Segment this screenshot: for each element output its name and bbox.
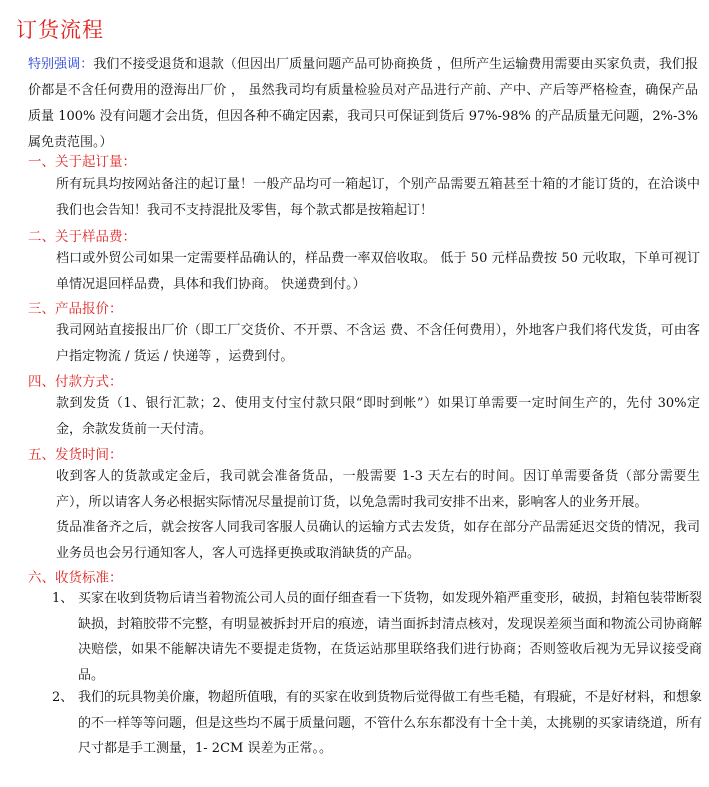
list-item (52, 586, 702, 688)
list-item-number: 1、 (52, 591, 74, 606)
section-heading-shipping-time: 五、发货时间： (28, 447, 123, 463)
special-notice (28, 52, 698, 156)
notice-text: 我们不接受退货和退款（但因出厂质量问题产品可协商换货 ，但所产生运输费用需要由买家负责，我们报价都是不含任何费用的澄海出厂价 ， 虽然我司均有质量检验员对产品进行产前、产中、产后等严格检查，确保产品质量 100% 没有问题才会出货，但因各种不确定因素，我司只可保证到货后 97%-98% 的产品质量无问题，2%-3% 属免责范围。） (28, 57, 698, 150)
section-body-price-quote (56, 318, 700, 369)
section-paragraph: 款到发货（1、银行汇款；2、使用支付宝付款只限“即时到帐”）如果订单需要一定时间生产的，先付 30%定金，余款发货前一天付清。 (56, 396, 700, 437)
section-heading-sample-fee: 二、关于样品费： (28, 229, 136, 245)
list-item-text: 买家在收到货物后请当着物流公司人员的面仔细查看一下货物，如发现外箱严重变形，破损，封箱包装带断裂缺损，封箱胶带不完整，有明显被拆封开启的痕迹，请当面拆封清点核对，发现误差须当面和物流公司协商解决赔偿，如果不能解决请先不要提走货物，在货运站那里联络我们进行协商；否则签收后视为无异议接受商品。 (78, 591, 703, 683)
list-item (52, 685, 702, 762)
section-paragraph: 收到客人的货款或定金后，我司就会准备货品，一般需要 1-3 天左右的时间。因订单需要备货（部分需要生产），所以请客人务必根据实际情况尽量提前订货，以免急需时我司安排不出来，影响客人的业务开展。 (56, 469, 700, 510)
list-item-text: 我们的玩具物美价廉，物超所值哦，有的买家在收到货物后觉得做工有些毛糙，有瑕疵，不是好材料，和想象的不一样等等问题，但是这些均不属于质量问题，不管什么东东都没有十全十美，太挑剔的买家请绕道，所有尺寸都是手工测量，1- 2CM 误差为正常。。 (78, 690, 703, 756)
section-paragraph: 档口或外贸公司如果一定需要样品确认的，样品费一率双倍收取。 低于 50 元样品费按 50 元收取，下单可视订单情况退回样品费，具体和我们协商。 快递费到付。） (56, 251, 700, 292)
list-item-number: 2、 (52, 690, 74, 705)
section-heading-min-order: 一、关于起订量： (28, 154, 136, 170)
page-title: 订货流程 (16, 18, 104, 42)
section-body-shipping-time (56, 464, 700, 566)
section-heading-payment: 四、付款方式： (28, 374, 123, 390)
section-body-min-order (56, 172, 700, 223)
section-heading-price-quote: 三、产品报价： (28, 301, 123, 317)
section-body-payment (56, 391, 700, 442)
notice-label: 特别强调： (28, 57, 94, 72)
section-paragraph: 我司网站直接报出厂价（即工厂交货价、不开票、不含运 费、不含任何费用），外地客户我们将代发货，可由客户指定物流 / 货运 / 快递等 ，运费到付。 (56, 323, 700, 364)
section-paragraph: 所有玩具均按网站备注的起订量！一般产品均可一箱起订，个别产品需要五箱甚至十箱的才能订货的，在洽谈中我们也会告知！我司不支持混批及零售，每个款式都是按箱起订！ (56, 177, 700, 218)
section-heading-receiving-standard: 六、收货标准： (28, 570, 123, 586)
section-body-sample-fee (56, 246, 700, 297)
section-paragraph: 货品准备齐之后，就会按客人同我司客服人员确认的运输方式去发货，如存在部分产品需延迟交货的情况，我司业务员也会另行通知客人，客人可选择更换或取消缺货的产品。 (56, 520, 700, 561)
